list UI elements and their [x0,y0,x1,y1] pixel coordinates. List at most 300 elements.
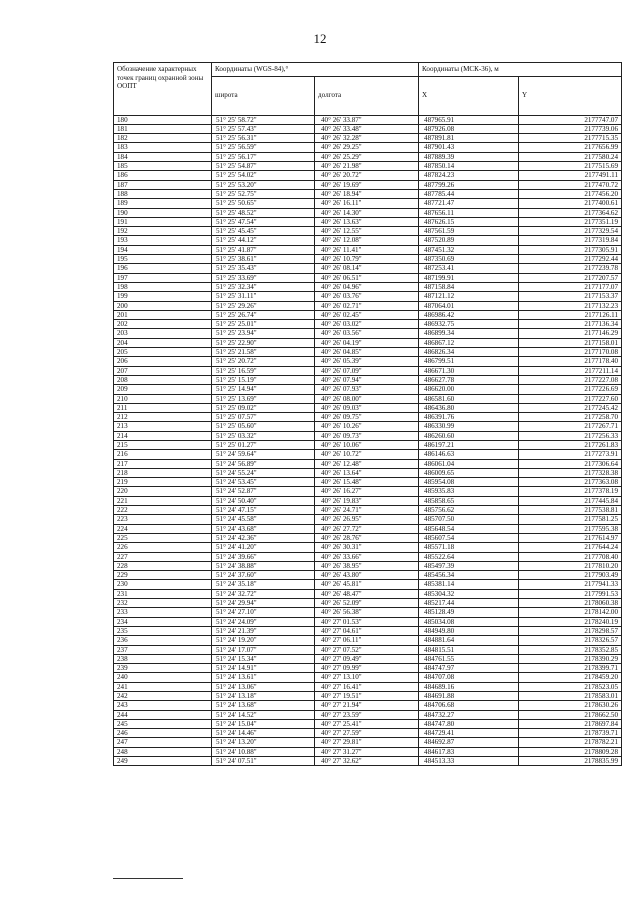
cell-y: 2177644.24 [519,543,622,552]
cell-x: 484949.80 [419,626,519,635]
cell-point-number: 218 [114,468,212,477]
cell-longitude: 40° 27' 21.94" [315,701,419,710]
cell-y: 2177267.71 [519,422,622,431]
cell-latitude: 51° 24' 13.20" [212,738,315,747]
table-row [114,487,622,496]
cell-latitude: 51° 24' 53.45" [212,478,315,487]
cell-latitude: 51° 24' 13.06" [212,682,315,691]
cell-x: 484707.08 [419,673,519,682]
cell-point-number: 241 [114,682,212,691]
cell-latitude: 51° 25' 38.61" [212,255,315,264]
cell-longitude: 40° 26' 28.76" [315,533,419,542]
cell-x: 487520.89 [419,236,519,245]
cell-longitude: 40° 27' 19.51" [315,692,419,701]
table-row [114,561,622,570]
table-row [114,626,622,635]
cell-x: 487451.32 [419,245,519,254]
cell-y: 2177400.61 [519,199,622,208]
cell-x: 487199.91 [419,273,519,282]
cell-latitude: 51° 25' 58.72" [212,115,315,124]
cell-longitude: 40° 26' 04.85" [315,348,419,357]
table-row [114,431,622,440]
cell-y: 2178142.00 [519,608,622,617]
cell-latitude: 51° 25' 45.45" [212,227,315,236]
cell-longitude: 40° 27' 16.41" [315,682,419,691]
cell-x: 487253.41 [419,264,519,273]
cell-longitude: 40° 26' 52.09" [315,599,419,608]
cell-longitude: 40° 27' 32.62" [315,757,419,766]
table-row [114,338,622,347]
cell-longitude: 40° 27' 04.61" [315,626,419,635]
cell-point-number: 234 [114,617,212,626]
cell-longitude: 40° 26' 19.69" [315,180,419,189]
cell-latitude: 51° 25' 09.02" [212,403,315,412]
cell-point-number: 215 [114,440,212,449]
cell-longitude: 40° 26' 03.76" [315,292,419,301]
cell-latitude: 51° 24' 15.04" [212,719,315,728]
cell-latitude: 51° 24' 27.10" [212,608,315,617]
cell-latitude: 51° 25' 31.11" [212,292,315,301]
cell-y: 2177739.06 [519,124,622,133]
table-row [114,255,622,264]
cell-x: 485304.32 [419,589,519,598]
cell-x: 485497.39 [419,561,519,570]
cell-longitude: 40° 26' 33.87" [315,115,419,124]
cell-point-number: 227 [114,552,212,561]
cell-latitude: 51° 25' 14.94" [212,385,315,394]
cell-point-number: 182 [114,134,212,143]
cell-point-number: 188 [114,189,212,198]
cell-latitude: 51° 25' 35.43" [212,264,315,273]
cell-point-number: 235 [114,626,212,635]
cell-x: 487901.43 [419,143,519,152]
cell-longitude: 40° 26' 15.48" [315,478,419,487]
cell-latitude: 51° 24' 14.46" [212,729,315,738]
cell-x: 486986.42 [419,310,519,319]
cell-point-number: 189 [114,199,212,208]
cell-longitude: 40° 26' 10.06" [315,440,419,449]
cell-point-number: 216 [114,450,212,459]
cell-x: 486146.63 [419,450,519,459]
table-row [114,729,622,738]
cell-point-number: 246 [114,729,212,738]
cell-longitude: 40° 26' 09.73" [315,431,419,440]
cell-point-number: 197 [114,273,212,282]
cell-latitude: 51° 25' 44.12" [212,236,315,245]
cell-x: 485858.65 [419,496,519,505]
cell-latitude: 51° 24' 32.72" [212,589,315,598]
cell-x: 484706.68 [419,701,519,710]
cell-x: 484692.87 [419,738,519,747]
cell-longitude: 40° 26' 24.71" [315,506,419,515]
header-point-designation: Обозначение характерных точек границ охранной зоны ООПТ [114,63,212,116]
cell-longitude: 40° 26' 48.47" [315,589,419,598]
cell-point-number: 237 [114,645,212,654]
cell-y: 2177456.20 [519,189,622,198]
cell-longitude: 40° 26' 32.28" [315,134,419,143]
table-row [114,422,622,431]
cell-point-number: 205 [114,348,212,357]
cell-latitude: 51° 24' 14.52" [212,710,315,719]
table-row [114,673,622,682]
cell-longitude: 40° 26' 26.95" [315,515,419,524]
cell-longitude: 40° 27' 23.59" [315,710,419,719]
cell-latitude: 51° 25' 13.69" [212,394,315,403]
table-row [114,747,622,756]
cell-point-number: 211 [114,403,212,412]
cell-x: 486330.99 [419,422,519,431]
cell-point-number: 180 [114,115,212,124]
cell-x: 484732.27 [419,710,519,719]
table-row [114,189,622,198]
cell-x: 484815.51 [419,645,519,654]
cell-point-number: 239 [114,664,212,673]
table-row [114,171,622,180]
cell-y: 2177239.78 [519,264,622,273]
cell-x: 487626.15 [419,217,519,226]
cell-latitude: 51° 25' 29.26" [212,301,315,310]
cell-point-number: 232 [114,599,212,608]
cell-longitude: 40° 26' 29.25" [315,143,419,152]
cell-longitude: 40° 26' 43.80" [315,571,419,580]
cell-y: 2177328.38 [519,468,622,477]
cell-y: 2178630.26 [519,701,622,710]
cell-x: 487850.14 [419,162,519,171]
cell-point-number: 222 [114,506,212,515]
cell-x: 487799.26 [419,180,519,189]
table-row [114,719,622,728]
cell-latitude: 51° 25' 23.94" [212,329,315,338]
cell-latitude: 51° 24' 24.09" [212,617,315,626]
cell-y: 2177227.08 [519,375,622,384]
cell-x: 487824.23 [419,171,519,180]
cell-latitude: 51° 24' 10.88" [212,747,315,756]
cell-longitude: 40° 26' 56.38" [315,608,419,617]
cell-longitude: 40° 26' 02.71" [315,301,419,310]
cell-point-number: 207 [114,366,212,375]
cell-y: 2178697.84 [519,719,622,728]
cell-latitude: 51° 24' 55.24" [212,468,315,477]
cell-point-number: 214 [114,431,212,440]
cell-point-number: 229 [114,571,212,580]
table-row [114,654,622,663]
cell-point-number: 200 [114,301,212,310]
cell-x: 484729.41 [419,729,519,738]
cell-point-number: 183 [114,143,212,152]
cell-x: 486260.60 [419,431,519,440]
cell-point-number: 226 [114,543,212,552]
cell-x: 486436.80 [419,403,519,412]
cell-point-number: 202 [114,320,212,329]
table-row [114,636,622,645]
cell-x: 486867.12 [419,338,519,347]
cell-y: 2178809.28 [519,747,622,756]
table-row [114,580,622,589]
table-row [114,217,622,226]
cell-point-number: 238 [114,654,212,663]
cell-longitude: 40° 26' 07.09" [315,366,419,375]
cell-longitude: 40° 26' 13.64" [315,468,419,477]
cell-point-number: 213 [114,422,212,431]
cell-longitude: 40° 26' 14.30" [315,208,419,217]
cell-longitude: 40° 26' 25.29" [315,152,419,161]
cell-x: 487121.12 [419,292,519,301]
cell-point-number: 195 [114,255,212,264]
table-row [114,692,622,701]
cell-y: 2177319.84 [519,236,622,245]
cell-y: 2177595.38 [519,524,622,533]
table-header-row-1 [114,63,622,77]
cell-longitude: 40° 26' 10.79" [315,255,419,264]
cell-y: 2178782.21 [519,738,622,747]
cell-point-number: 210 [114,394,212,403]
cell-point-number: 212 [114,413,212,422]
cell-longitude: 40° 27' 06.11" [315,636,419,645]
cell-x: 487889.39 [419,152,519,161]
cell-y: 2177132.23 [519,301,622,310]
cell-x: 485935.83 [419,487,519,496]
cell-longitude: 40° 27' 09.99" [315,664,419,673]
cell-point-number: 190 [114,208,212,217]
cell-longitude: 40° 26' 20.72" [315,171,419,180]
table-row [114,710,622,719]
cell-point-number: 231 [114,589,212,598]
cell-point-number: 228 [114,561,212,570]
cell-latitude: 51° 24' 13.61" [212,673,315,682]
table-row [114,524,622,533]
table-row [114,413,622,422]
cell-x: 485522.64 [419,552,519,561]
cell-point-number: 221 [114,496,212,505]
cell-x: 484691.88 [419,692,519,701]
cell-longitude: 40° 26' 45.81" [315,580,419,589]
cell-point-number: 201 [114,310,212,319]
cell-point-number: 220 [114,487,212,496]
cell-latitude: 51° 24' 41.20" [212,543,315,552]
table-row [114,199,622,208]
cell-y: 2177136.34 [519,320,622,329]
cell-y: 2177708.40 [519,552,622,561]
table-row [114,599,622,608]
table-row [114,301,622,310]
cell-latitude: 51° 25' 26.74" [212,310,315,319]
cell-longitude: 40° 26' 18.94" [315,189,419,198]
cell-point-number: 194 [114,245,212,254]
table-row [114,664,622,673]
cell-longitude: 40° 26' 07.93" [315,385,419,394]
table-row [114,375,622,384]
cell-longitude: 40° 26' 03.56" [315,329,419,338]
cell-y: 2177614.97 [519,533,622,542]
cell-y: 2177747.07 [519,115,622,124]
cell-longitude: 40° 26' 09.03" [315,403,419,412]
table-row [114,366,622,375]
cell-y: 2177378.19 [519,487,622,496]
cell-longitude: 40° 26' 27.72" [315,524,419,533]
cell-latitude: 51° 25' 33.69" [212,273,315,282]
table-row [114,506,622,515]
cell-point-number: 245 [114,719,212,728]
cell-point-number: 208 [114,375,212,384]
cell-longitude: 40° 26' 12.55" [315,227,419,236]
cell-longitude: 40° 26' 30.31" [315,543,419,552]
cell-latitude: 51° 25' 25.01" [212,320,315,329]
table-row [114,292,622,301]
cell-y: 2178459.20 [519,673,622,682]
cell-longitude: 40° 26' 06.51" [315,273,419,282]
table-row [114,385,622,394]
cell-latitude: 51° 24' 19.20" [212,636,315,645]
table-row [114,496,622,505]
cell-longitude: 40° 26' 08.14" [315,264,419,273]
cell-latitude: 51° 24' 21.39" [212,626,315,635]
table-row [114,608,622,617]
cell-x: 486671.30 [419,366,519,375]
cell-latitude: 51° 24' 47.15" [212,506,315,515]
cell-y: 2177177.07 [519,282,622,291]
cell-longitude: 40° 26' 16.27" [315,487,419,496]
cell-y: 2178399.71 [519,664,622,673]
cell-x: 486932.75 [419,320,519,329]
table-row [114,617,622,626]
cell-x: 486197.21 [419,440,519,449]
header-latitude: широта [212,76,315,115]
cell-y: 2177903.49 [519,571,622,580]
cell-latitude: 51° 25' 03.32" [212,431,315,440]
cell-y: 2178240.19 [519,617,622,626]
cell-y: 2177941.33 [519,580,622,589]
coordinates-table [113,62,622,766]
cell-latitude: 51° 24' 13.18" [212,692,315,701]
cell-latitude: 51° 25' 16.59" [212,366,315,375]
cell-longitude: 40° 26' 08.00" [315,394,419,403]
cell-longitude: 40° 26' 13.63" [315,217,419,226]
cell-latitude: 51° 25' 41.87" [212,245,315,254]
cell-x: 485607.54 [419,533,519,542]
cell-y: 2177178.40 [519,357,622,366]
table-row [114,478,622,487]
cell-x: 487926.08 [419,124,519,133]
header-x: X [419,76,519,115]
table-row [114,468,622,477]
cell-y: 2178060.38 [519,599,622,608]
table-row [114,162,622,171]
cell-latitude: 51° 25' 54.87" [212,162,315,171]
cell-point-number: 249 [114,757,212,766]
cell-latitude: 51° 24' 15.34" [212,654,315,663]
table-row [114,682,622,691]
cell-longitude: 40° 26' 33.48" [315,124,419,133]
cell-point-number: 233 [114,608,212,617]
cell-latitude: 51° 25' 54.02" [212,171,315,180]
cell-longitude: 40° 26' 05.39" [315,357,419,366]
cell-longitude: 40° 26' 16.11" [315,199,419,208]
table-row [114,543,622,552]
cell-y: 2178739.71 [519,729,622,738]
cell-x: 485456.34 [419,571,519,580]
cell-point-number: 223 [114,515,212,524]
cell-x: 484689.16 [419,682,519,691]
cell-x: 485707.50 [419,515,519,524]
table-row [114,227,622,236]
table-row [114,124,622,133]
cell-point-number: 191 [114,217,212,226]
cell-y: 2177580.24 [519,152,622,161]
table-row [114,515,622,524]
cell-x: 487721.47 [419,199,519,208]
cell-x: 486799.51 [419,357,519,366]
cell-longitude: 40° 26' 33.66" [315,552,419,561]
cell-y: 2177363.08 [519,478,622,487]
cell-y: 2178835.99 [519,757,622,766]
table-row [114,348,622,357]
table-row [114,450,622,459]
cell-y: 2177261.83 [519,440,622,449]
cell-point-number: 206 [114,357,212,366]
cell-latitude: 51° 24' 52.87" [212,487,315,496]
cell-point-number: 224 [114,524,212,533]
cell-longitude: 40° 27' 13.10" [315,673,419,682]
cell-latitude: 51° 25' 56.17" [212,152,315,161]
cell-y: 2177351.19 [519,217,622,226]
cell-x: 485571.18 [419,543,519,552]
table-row [114,152,622,161]
cell-longitude: 40° 26' 09.75" [315,413,419,422]
cell-point-number: 196 [114,264,212,273]
cell-y: 2177364.62 [519,208,622,217]
cell-longitude: 40° 26' 04.96" [315,282,419,291]
cell-longitude: 40° 27' 27.59" [315,729,419,738]
cell-y: 2177207.57 [519,273,622,282]
cell-latitude: 51° 25' 52.75" [212,189,315,198]
footnote-divider [113,878,183,879]
table-row [114,236,622,245]
cell-x: 485648.54 [419,524,519,533]
cell-longitude: 40° 26' 10.72" [315,450,419,459]
cell-y: 2178523.05 [519,682,622,691]
cell-latitude: 51° 25' 57.43" [212,124,315,133]
table-row [114,329,622,338]
cell-y: 2178326.57 [519,636,622,645]
cell-x: 486627.78 [419,375,519,384]
cell-latitude: 51° 24' 39.66" [212,552,315,561]
table-row [114,459,622,468]
cell-latitude: 51° 25' 50.65" [212,199,315,208]
cell-longitude: 40° 26' 02.45" [315,310,419,319]
cell-longitude: 40° 26' 03.02" [315,320,419,329]
table-row [114,134,622,143]
header-y: Y [519,76,622,115]
cell-y: 2177329.54 [519,227,622,236]
cell-y: 2177292.44 [519,255,622,264]
cell-latitude: 51° 25' 53.20" [212,180,315,189]
cell-y: 2177146.29 [519,329,622,338]
table-row [114,143,622,152]
cell-latitude: 51° 25' 56.31" [212,134,315,143]
cell-point-number: 187 [114,180,212,189]
cell-longitude: 40° 26' 38.95" [315,561,419,570]
cell-y: 2177256.33 [519,431,622,440]
cell-y: 2177305.91 [519,245,622,254]
cell-longitude: 40° 26' 11.41" [315,245,419,254]
cell-latitude: 51° 24' 43.68" [212,524,315,533]
cell-x: 486899.34 [419,329,519,338]
cell-latitude: 51° 25' 15.19" [212,375,315,384]
cell-point-number: 204 [114,338,212,347]
cell-latitude: 51° 24' 14.91" [212,664,315,673]
cell-latitude: 51° 24' 13.68" [212,701,315,710]
cell-y: 2177470.72 [519,180,622,189]
